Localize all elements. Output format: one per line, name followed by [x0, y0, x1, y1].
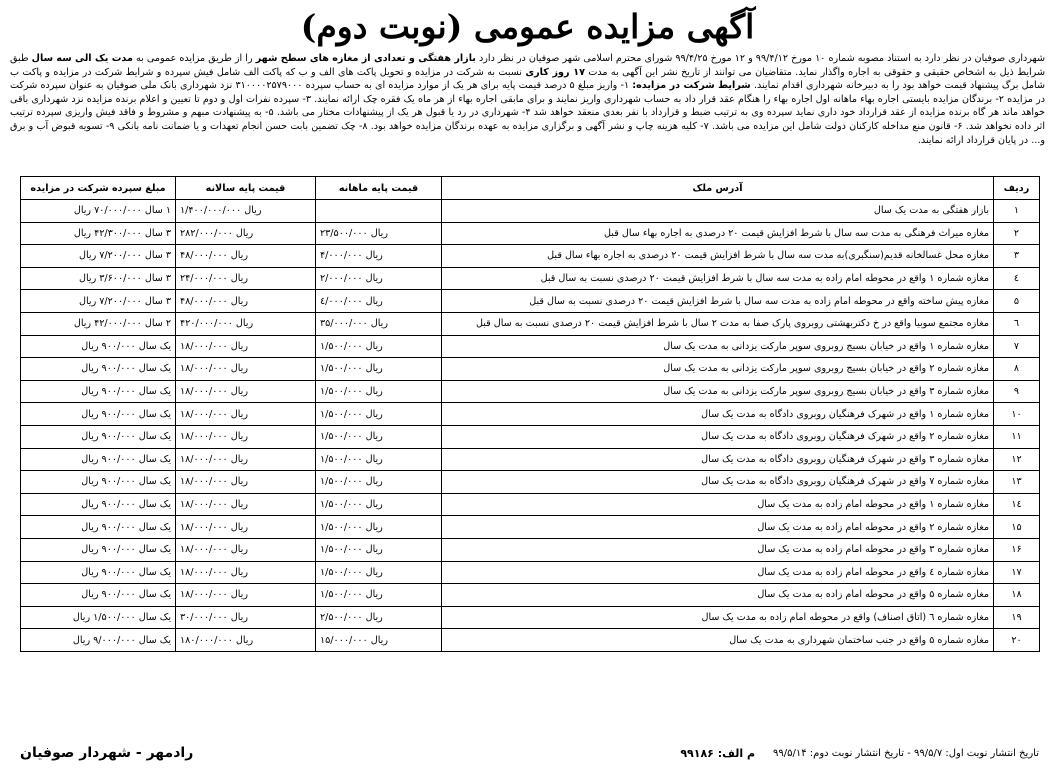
row-address: مغازه شماره ۱ واقع در محوطه امام زاده به مدت سه سال با شرط افزایش قیمت ۲۰ درصدی نسبت به سال قبل: [442, 267, 994, 290]
row-address: مغازه شماره ٤ واقع در محوطه امام زاده به مدت یک سال: [442, 561, 994, 584]
intro-text-5: ۱- واریز مبلغ ۵ درصد قیمت پایه برای هر یک از موارد مزایده ای به حساب سپرده ۳۱۰۰۰۰۲۵۷۹۰۰۰ نزد شهرداری بانک ملی صوفیان به عنوان سپرده شرکت در مزایده ۲- برندگان مزایده بایستی اجاره بهاء ماهانه اول اجاره بهاء را هنگام عقد قرار داد به حساب شهرداری واریز نمایند و برای مابقی اجاره بهاء از هر ماه یک فقره چک ارائه نمایند. ۳- سپرده نفرات اول و دوم تا تعیین و اعلام برنده مزایده نزد شهرداری باقی خواهد ماند هر گاه برنده مزایده از عقد قرارداد خود داری نماید سپرده وی به ترتیب ضبط و قرارداد با نفر بعدی منعقد خواهد شد ۴- شهرداری در رد یا قبول هر یک از پیشنهادات مختار می باشد. ۵- به پیشنهادت مبهم و مشروط و فاقد فیش واریزی سپرده ترتیب اثر داده نخواهد شد. ۶- قانون منع مداخله کارکنان دولت شامل این مزایده می باشد. ۷- کلیه هزینه چاپ و نشر آگهی و برگزاری مزایده به عهده برندگان مزایده خواهد بود. ۸- چک تضمین بابت حسن انجام تعهدات و یا ضمانت نامه بانکی ۹- تسویه قبوض آب و برق و... در پایان قرارداد ارائه نمایند.: [10, 80, 1045, 146]
row-index: ۲۰: [994, 629, 1040, 652]
row-monthly-price: ۱/۵۰۰/۰۰۰ ریال: [316, 380, 442, 403]
row-yearly-price: ۱۸/۰۰۰/۰۰۰ ریال: [176, 448, 316, 471]
row-deposit: یک سال ۹۰۰/۰۰۰ ریال: [21, 425, 176, 448]
row-deposit: یک سال ۹۰۰/۰۰۰ ریال: [21, 516, 176, 539]
row-yearly-price: ۱۸/۰۰۰/۰۰۰ ریال: [176, 380, 316, 403]
row-address: مغازه شماره ۵ واقع در محوطه امام زاده به مدت یک سال: [442, 584, 994, 607]
row-deposit: یک سال ۹۰۰/۰۰۰ ریال: [21, 448, 176, 471]
row-yearly-price: ۱۸/۰۰۰/۰۰۰ ریال: [176, 335, 316, 358]
table-row: [21, 629, 1040, 652]
table-row: [21, 561, 1040, 584]
notice-title: آگهی مزایده عمومی (نوبت دوم): [300, 7, 755, 46]
row-yearly-price: ۱۸/۰۰۰/۰۰۰ ریال: [176, 403, 316, 426]
intro-bold-3: ۱۷ روز کاری: [525, 66, 585, 78]
row-monthly-price: ۱/۵۰۰/۰۰۰ ریال: [316, 358, 442, 381]
row-address: مغازه شماره ۲ واقع در محوطه امام زاده به مدت یک سال: [442, 516, 994, 539]
row-index: ١٤: [994, 493, 1040, 516]
row-deposit: یک سال ۹۰۰/۰۰۰ ریال: [21, 561, 176, 584]
table-row: [21, 606, 1040, 629]
intro-text-4: نسبت به شرکت در مزایده و تحویل پاکت های الف و ب که پاکت الف شامل فیش سپرده و شرایط شرکت در مزایده و پاکت ب شامل برگ پیشنهاد قیمت خواهد بود را به دبیرخانه شهرداری اقدام نمایند.: [10, 66, 1045, 92]
row-yearly-price: ۴۸/۰۰۰/۰۰۰ ریال: [176, 290, 316, 313]
mayor-signature: رادمهر - شهردار صوفیان: [20, 745, 194, 761]
publish-dates: تاریخ انتشار نوبت اول: ۹۹/۵/۷ - تاریخ انتشار نوبت دوم: ۹۹/۵/۱۴: [773, 747, 1039, 759]
table-row: [21, 358, 1040, 381]
row-deposit: ۳ سال ۷/۲۰۰/۰۰۰ ریال: [21, 290, 176, 313]
row-index: ٤: [994, 267, 1040, 290]
row-yearly-price: ۲۸۲/۰۰۰/۰۰۰ ریال: [176, 222, 316, 245]
row-yearly-price: ۱۸/۰۰۰/۰۰۰ ریال: [176, 561, 316, 584]
row-address: مغازه شماره ۲ واقع در شهرک فرهنگیان روبروی دادگاه به مدت یک سال: [442, 425, 994, 448]
row-yearly-price: ۱/۴۰۰/۰۰۰/۰۰۰ ریال: [176, 200, 316, 223]
row-monthly-price: ۲/۵۰۰/۰۰۰ ریال: [316, 606, 442, 629]
row-address: مغازه میراث فرهنگی به مدت سه سال با شرط افزایش قیمت ۲۰ درصدی به اجاره بهاء سال قبل: [442, 222, 994, 245]
row-monthly-price: ۴/۰۰۰/۰۰۰ ریال: [316, 245, 442, 268]
row-yearly-price: ۴۸/۰۰۰/۰۰۰ ریال: [176, 245, 316, 268]
row-deposit: ۳ سال ۴۲/۳۰۰/۰۰۰ ریال: [21, 222, 176, 245]
row-deposit: یک سال ۹۰۰/۰۰۰ ریال: [21, 493, 176, 516]
row-address: مغازه شماره ۷ واقع در شهرک فرهنگیان روبروی دادگاه به مدت یک سال: [442, 471, 994, 494]
row-index: ٦: [994, 312, 1040, 335]
ad-number: م الف: ۹۹۱۸۶: [680, 746, 756, 760]
table-row: [21, 516, 1040, 539]
row-address: مغازه شماره ۳ واقع در شهرک فرهنگیان روبروی دادگاه به مدت یک سال: [442, 448, 994, 471]
row-monthly-price: ۱/۵۰۰/۰۰۰ ریال: [316, 448, 442, 471]
table-row: [21, 290, 1040, 313]
row-deposit: یک سال ۹۰۰/۰۰۰ ریال: [21, 358, 176, 381]
intro-bold-1: بازار هفتگی و تعدادی از مغازه های سطح شهر: [255, 53, 476, 64]
row-deposit: ۱ سال ۷۰/۰۰۰/۰۰۰ ریال: [21, 200, 176, 223]
row-yearly-price: ۲۴/۰۰۰/۰۰۰ ریال: [176, 267, 316, 290]
table-row: [21, 471, 1040, 494]
header-deposit: مبلغ سپرده شرکت در مزایده: [21, 177, 176, 200]
row-yearly-price: ۴۲۰/۰۰۰/۰۰۰ ریال: [176, 312, 316, 335]
table-row: [21, 493, 1040, 516]
table-row: [21, 335, 1040, 358]
intro-text-3: طبق شرایط ذیل به اشخاص حقیقی و حقوقی به اجاره واگذار نماید. متقاضیان می توانند از تاریخ نشر این آگهی به مدت: [10, 53, 1045, 78]
row-deposit: یک سال ۱/۵۰۰/۰۰۰ ریال: [21, 606, 176, 629]
row-address: مغازه شماره ٦ (اتاق اصناف) واقع در محوطه امام زاده به مدت یک سال: [442, 606, 994, 629]
row-monthly-price: ۱۵/۰۰۰/۰۰۰ ریال: [316, 629, 442, 652]
table-row: [21, 245, 1040, 268]
row-address: مغازه شماره ۵ واقع در جنب ساختمان شهرداری به مدت یک سال: [442, 629, 994, 652]
table-row: [21, 267, 1040, 290]
row-index: ۳: [994, 245, 1040, 268]
row-address: مغازه شماره ۳ واقع در محوطه امام زاده به مدت یک سال: [442, 538, 994, 561]
row-monthly-price: ۱/۵۰۰/۰۰۰ ریال: [316, 335, 442, 358]
row-address: مغازه شماره ۱ واقع در شهرک فرهنگیان روبروی دادگاه به مدت یک سال: [442, 403, 994, 426]
row-deposit: یک سال ۹۰۰/۰۰۰ ریال: [21, 380, 176, 403]
row-monthly-price: ۱/۵۰۰/۰۰۰ ریال: [316, 516, 442, 539]
row-index: ۲: [994, 222, 1040, 245]
row-deposit: ۳ سال ۷/۲۰۰/۰۰۰ ریال: [21, 245, 176, 268]
row-monthly-price: ۱/۵۰۰/۰۰۰ ریال: [316, 584, 442, 607]
row-yearly-price: ۱۸/۰۰۰/۰۰۰ ریال: [176, 425, 316, 448]
row-monthly-price: ۱/۵۰۰/۰۰۰ ریال: [316, 561, 442, 584]
row-yearly-price: ۱۸/۰۰۰/۰۰۰ ریال: [176, 358, 316, 381]
row-index: ۱۰: [994, 403, 1040, 426]
row-deposit: یک سال ۹۰۰/۰۰۰ ریال: [21, 335, 176, 358]
table-body: [21, 200, 1040, 652]
row-deposit: یک سال ۹۰۰/۰۰۰ ریال: [21, 403, 176, 426]
table-row: [21, 200, 1040, 223]
row-index: ۱۶: [994, 538, 1040, 561]
intro-text-1: شهرداری صوفیان در نظر دارد به استناد مصوبه شماره ۱۰ مورخ ۹۹/۴/۱۲ و ۱۲ مورخ ۹۹/۴/۲۵ شورای محترم اسلامی شهر صوفیان در نظر دارد: [479, 53, 1045, 64]
row-yearly-price: ۱۸/۰۰۰/۰۰۰ ریال: [176, 516, 316, 539]
table-row: [21, 222, 1040, 245]
header-address: آدرس ملک: [442, 177, 994, 200]
row-index: ۱۸: [994, 584, 1040, 607]
row-address: مغازه شماره ۲ واقع در خیابان بسیج روبروی سوپر مارکت یزدانی به مدت یک سال: [442, 358, 994, 381]
row-index: ۱۲: [994, 448, 1040, 471]
row-address: مغازه شماره ۱ واقع در خیابان بسیج روبروی سوپر مارکت یزدانی به مدت یک سال: [442, 335, 994, 358]
row-index: ۱۵: [994, 516, 1040, 539]
row-address: مغازه شماره ۱ واقع در محوطه امام زاده به مدت یک سال: [442, 493, 994, 516]
intro-text-2: را از طریق مزایده عمومی به: [135, 53, 253, 64]
auction-table: [20, 176, 1040, 652]
table-row: [21, 538, 1040, 561]
row-monthly-price: ۳۵/۰۰۰/۰۰۰ ریال: [316, 312, 442, 335]
table-row: [21, 312, 1040, 335]
row-monthly-price: ۲/۰۰۰/۰۰۰ ریال: [316, 267, 442, 290]
row-address: مغازه شماره ۳ واقع در خیابان بسیج روبروی سوپر مارکت یزدانی به مدت یک سال: [442, 380, 994, 403]
row-index: ۱۳: [994, 471, 1040, 494]
row-monthly-price: ۱/۵۰۰/۰۰۰ ریال: [316, 425, 442, 448]
row-monthly-price: ۱/۵۰۰/۰۰۰ ریال: [316, 403, 442, 426]
row-yearly-price: ۱۸/۰۰۰/۰۰۰ ریال: [176, 493, 316, 516]
row-address: مغازه محل غسالخانه قدیم(سنگبری)به مدت سه سال با شرط افزایش قیمت ۲۰ درصدی به اجاره بهاء سال قبل: [442, 245, 994, 268]
table-row: [21, 403, 1040, 426]
row-deposit: ۳ سال ۳/۶۰۰/۰۰۰ ریال: [21, 267, 176, 290]
row-deposit: یک سال ۹۰۰/۰۰۰ ریال: [21, 538, 176, 561]
table-row: [21, 380, 1040, 403]
row-monthly-price: ۱/۵۰۰/۰۰۰ ریال: [316, 538, 442, 561]
row-address: مغازه مجتمع سوبیا واقع در خ دکتربهشتی روبروی پارک صفا به مدت ۲ سال با شرط افزایش قیمت ۲۰ درصدی نسبت به سال قبل: [442, 312, 994, 335]
row-monthly-price: ٤/۰۰۰/۰۰۰ ریال: [316, 290, 442, 313]
notice-intro: [10, 52, 1045, 174]
row-index: ۱۱: [994, 425, 1040, 448]
row-deposit: یک سال ۹۰۰/۰۰۰ ریال: [21, 584, 176, 607]
row-yearly-price: ۱۸۰/۰۰۰/۰۰۰ ریال: [176, 629, 316, 652]
row-monthly-price: [316, 200, 442, 223]
intro-bold-2: مدت یک الی سه سال: [31, 53, 133, 64]
row-deposit: یک سال ۹/۰۰۰/۰۰۰ ریال: [21, 629, 176, 652]
table-row: [21, 584, 1040, 607]
row-index: ۵: [994, 290, 1040, 313]
row-monthly-price: ۱/۵۰۰/۰۰۰ ریال: [316, 471, 442, 494]
row-address: بازار هفتگی به مدت یک سال: [442, 200, 994, 223]
row-yearly-price: ۱۸/۰۰۰/۰۰۰ ریال: [176, 471, 316, 494]
table-header-row: [21, 177, 1040, 200]
row-yearly-price: ۱۸/۰۰۰/۰۰۰ ریال: [176, 538, 316, 561]
header-yearly: قیمت پایه سالانه: [176, 177, 316, 200]
table-row: [21, 448, 1040, 471]
row-deposit: ۲ سال ۴۲/۰۰۰/۰۰۰ ریال: [21, 312, 176, 335]
notice-footer: [20, 740, 1039, 766]
row-index: ۷: [994, 335, 1040, 358]
header-idx: ردیف: [994, 177, 1040, 200]
row-yearly-price: ۱۸/۰۰۰/۰۰۰ ریال: [176, 584, 316, 607]
row-index: ۱۷: [994, 561, 1040, 584]
row-yearly-price: ۳۰/۰۰۰/۰۰۰ ریال: [176, 606, 316, 629]
row-address: مغازه پیش ساخته واقع در محوطه امام زاده به مدت سه سال با شرط افزایش قیمت ۲۰ درصدی نسبت به سال قبل: [442, 290, 994, 313]
intro-bold-4: شرایط شرکت در مزایده:: [632, 80, 751, 92]
row-deposit: یک سال ۹۰۰/۰۰۰ ریال: [21, 471, 176, 494]
row-index: ۸: [994, 358, 1040, 381]
row-monthly-price: ۲۳/۵۰۰/۰۰۰ ریال: [316, 222, 442, 245]
row-index: ۱: [994, 200, 1040, 223]
header-monthly: قیمت پایه ماهانه: [316, 177, 442, 200]
row-index: ۱۹: [994, 606, 1040, 629]
row-index: ۹: [994, 380, 1040, 403]
table-row: [21, 425, 1040, 448]
row-monthly-price: ۱/۵۰۰/۰۰۰ ریال: [316, 493, 442, 516]
